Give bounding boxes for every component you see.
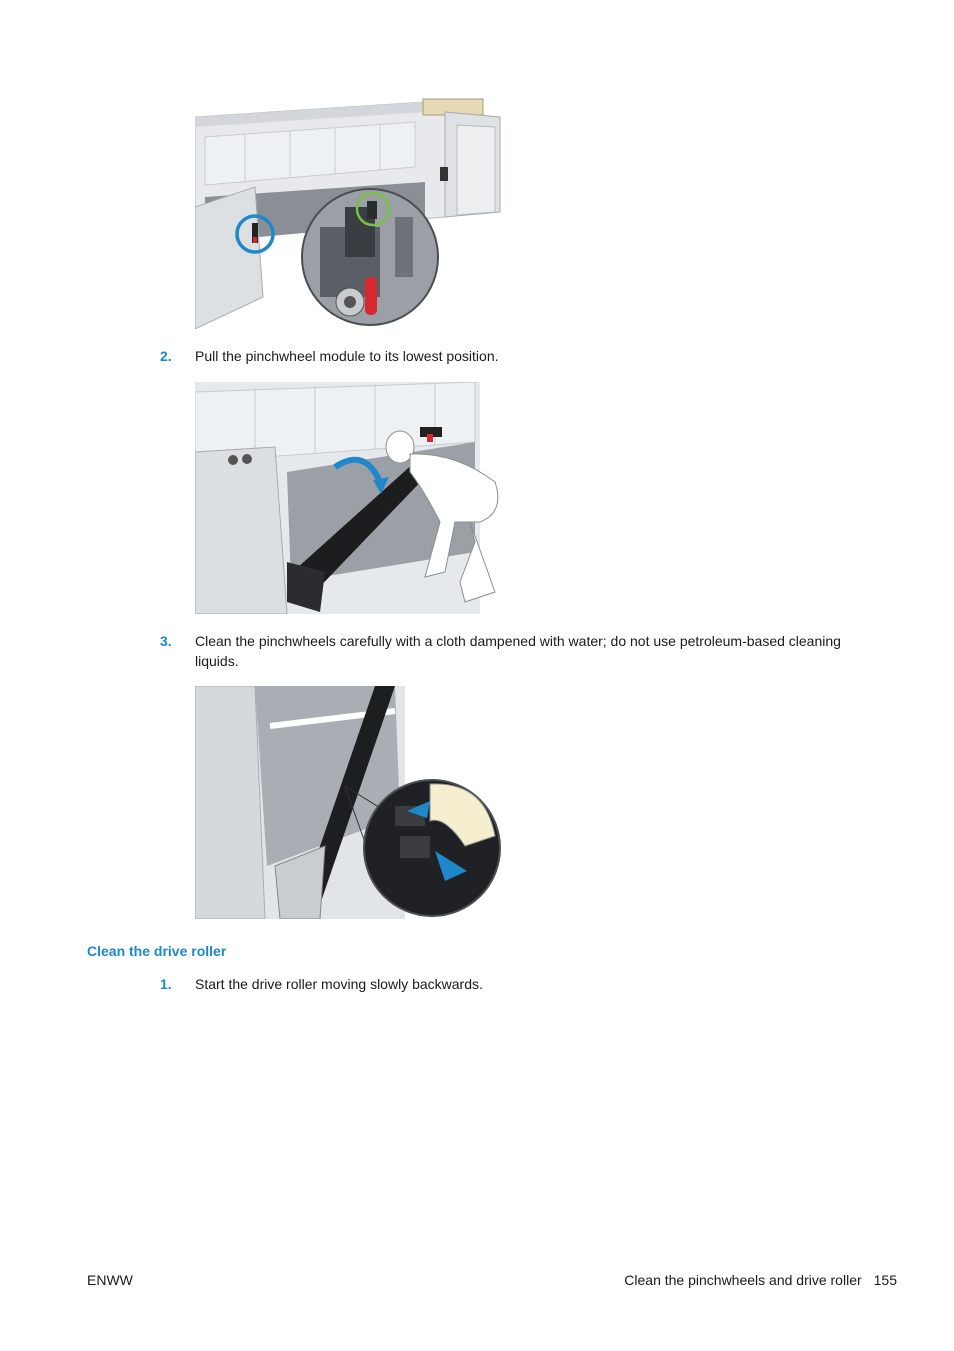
step-text: Start the drive roller moving slowly backwards. [195, 976, 483, 992]
figure-lever-detail [195, 97, 505, 329]
section-heading: Clean the drive roller [87, 943, 227, 959]
step-number: 3. [160, 633, 172, 649]
footer-title: Clean the pinchwheels and drive roller [624, 1272, 862, 1288]
step-number: 1. [160, 976, 172, 992]
step-number: 2. [160, 348, 172, 364]
footer-right [624, 1272, 897, 1288]
page-number: 155 [873, 1272, 897, 1288]
figure-pull-pinchwheel-module [195, 382, 505, 614]
figure-clean-pinchwheels [195, 686, 505, 919]
step-text: Pull the pinchwheel module to its lowest position. [195, 348, 499, 364]
footer-left: ENWW [87, 1272, 133, 1288]
step-text: Clean the pinchwheels carefully with a cloth dampened with water; do not use petroleum-based cleaning liquids. [195, 633, 841, 669]
